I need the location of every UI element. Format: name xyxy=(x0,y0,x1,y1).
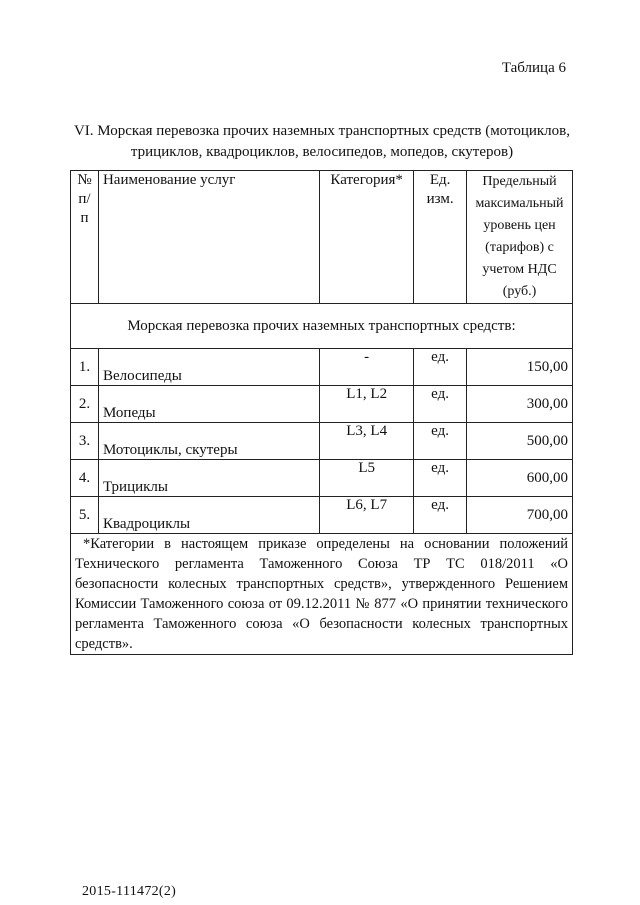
row-unit: ед. xyxy=(414,349,467,386)
section-heading-line2: трициклов, квадроциклов, велосипедов, мопедов, скутеров) xyxy=(130,144,514,160)
row-unit: ед. xyxy=(414,460,467,497)
row-num: 5. xyxy=(71,497,99,534)
header-num-line2: п/п xyxy=(78,191,91,226)
header-price-line: максимальный xyxy=(475,196,564,211)
header-unit-line2: изм. xyxy=(426,191,454,207)
row-price: 300,00 xyxy=(467,386,573,423)
row-category: L1, L2 xyxy=(320,386,414,423)
header-price-line: уровень цен xyxy=(483,218,556,233)
footnote-cell xyxy=(71,534,573,655)
row-unit: ед. xyxy=(414,497,467,534)
row-unit: ед. xyxy=(414,423,467,460)
header-unit xyxy=(414,171,467,304)
section-heading xyxy=(70,121,574,163)
tariff-table xyxy=(70,170,573,655)
table-row xyxy=(71,423,573,460)
header-num-line1: № xyxy=(77,172,92,188)
row-unit: ед. xyxy=(414,386,467,423)
row-category: - xyxy=(320,349,414,386)
header-price-line: учетом НДС xyxy=(482,262,557,277)
table-row xyxy=(71,349,573,386)
header-category: Категория* xyxy=(320,171,414,304)
row-category: L3, L4 xyxy=(320,423,414,460)
footnote-text: *Категории в настоящем приказе определены на основании положений Технического регламента Таможенного Союза ТР ТС 018/2011 «О безопасности колесных транспортных средств», утвержденного Решением Комиссии Таможенного союза от 09.12.2011 № 877 «О принятии технического регламента Таможенного союза «О безопасности колесных транспортных средств». xyxy=(75,536,568,652)
row-category: L5 xyxy=(320,460,414,497)
row-price: 600,00 xyxy=(467,460,573,497)
row-name: Велосипеды xyxy=(98,349,319,386)
header-num xyxy=(71,171,99,304)
header-unit-line1: Ед. xyxy=(429,172,451,188)
header-name: Наименование услуг xyxy=(98,171,319,304)
row-price: 700,00 xyxy=(467,497,573,534)
section-heading-line1: VI. Морская перевозка прочих наземных транспортных средств (мотоциклов, xyxy=(73,123,571,139)
section-title: Морская перевозка прочих наземных транспортных средств: xyxy=(71,304,573,349)
document-code: 2015-111472(2) xyxy=(82,884,177,899)
row-num: 3. xyxy=(71,423,99,460)
table-number: Таблица 6 xyxy=(501,60,566,76)
table-row xyxy=(71,497,573,534)
header-price-line: (тарифов) с xyxy=(485,240,554,255)
row-name: Квадроциклы xyxy=(98,497,319,534)
row-name: Мотоциклы, скутеры xyxy=(98,423,319,460)
row-num: 1. xyxy=(71,349,99,386)
row-price: 500,00 xyxy=(467,423,573,460)
row-num: 2. xyxy=(71,386,99,423)
row-name: Мопеды xyxy=(98,386,319,423)
table-row xyxy=(71,460,573,497)
row-category: L6, L7 xyxy=(320,497,414,534)
header-price-line: Предельный xyxy=(482,174,557,189)
header-price xyxy=(467,171,573,304)
header-row xyxy=(71,171,573,304)
row-num: 4. xyxy=(71,460,99,497)
section-title-row xyxy=(71,304,573,349)
footnote-row xyxy=(71,534,573,655)
row-name: Трициклы xyxy=(98,460,319,497)
row-price: 150,00 xyxy=(467,349,573,386)
table-row xyxy=(71,386,573,423)
header-price-line: (руб.) xyxy=(502,284,537,299)
